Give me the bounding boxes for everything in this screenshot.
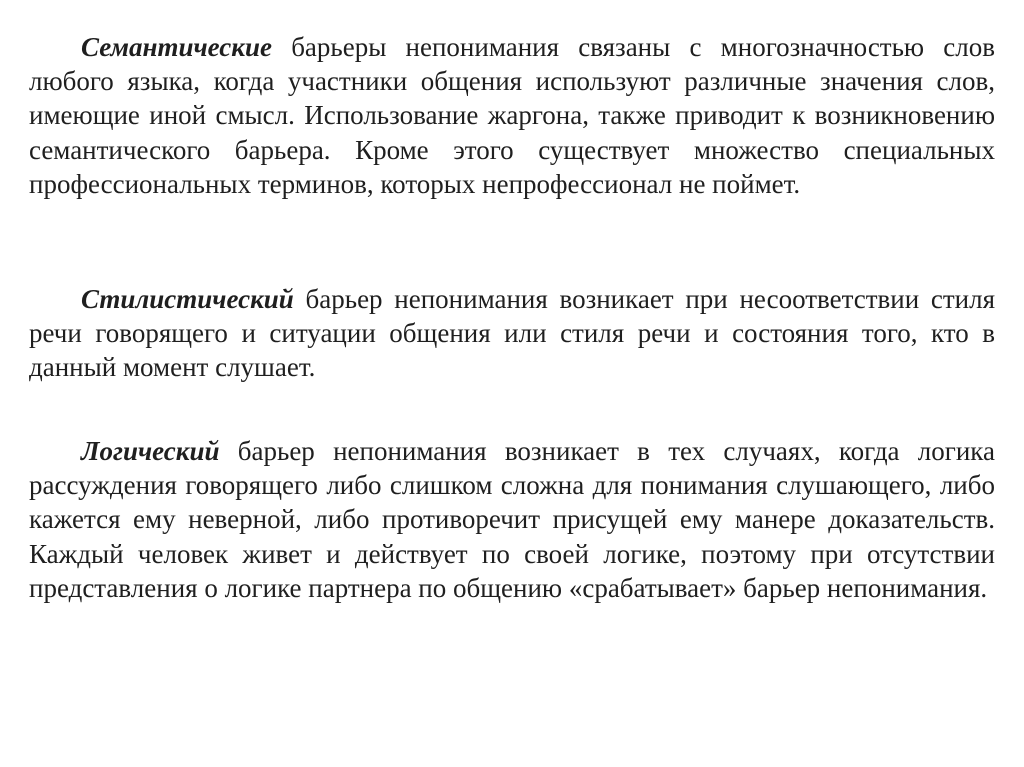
document-page	[29, 0, 995, 767]
paragraph-stylistic-barrier	[29, 282, 995, 385]
term-stylistic: Стилистический	[81, 284, 294, 314]
term-logical: Логический	[81, 436, 220, 466]
paragraph-semantic-text: барьеры непонимания связаны с многозначностью слов любого языка, когда участники общения используют различные значения слов, имеющие иной смысл. Использование жаргона, также приводит к возникновению семантического барьера. Кроме этого существует множество специальных профессиональных терминов, которых непрофессионал не поймет.	[29, 32, 995, 199]
paragraph-stylistic-text: барьер непонимания возникает при несоответствии стиля речи говорящего и ситуации общения или стиля речи и состояния того, кто в данный момент слушает.	[29, 284, 995, 383]
term-semantic: Семантические	[81, 32, 272, 62]
paragraph-logical-text: барьер непонимания возникает в тех случаях, когда логика рассуждения говорящего либо слишком сложна для понимания слушающего, либо кажется ему неверной, либо противоречит присущей ему манере доказательств. Каждый человек живет и действует по своей логике, поэтому при отсутствии представления о логике партнера по общению «срабатывает» барьер непонимания.	[29, 436, 995, 603]
paragraph-semantic-barrier	[29, 30, 995, 201]
paragraph-logical-barrier	[29, 434, 995, 605]
